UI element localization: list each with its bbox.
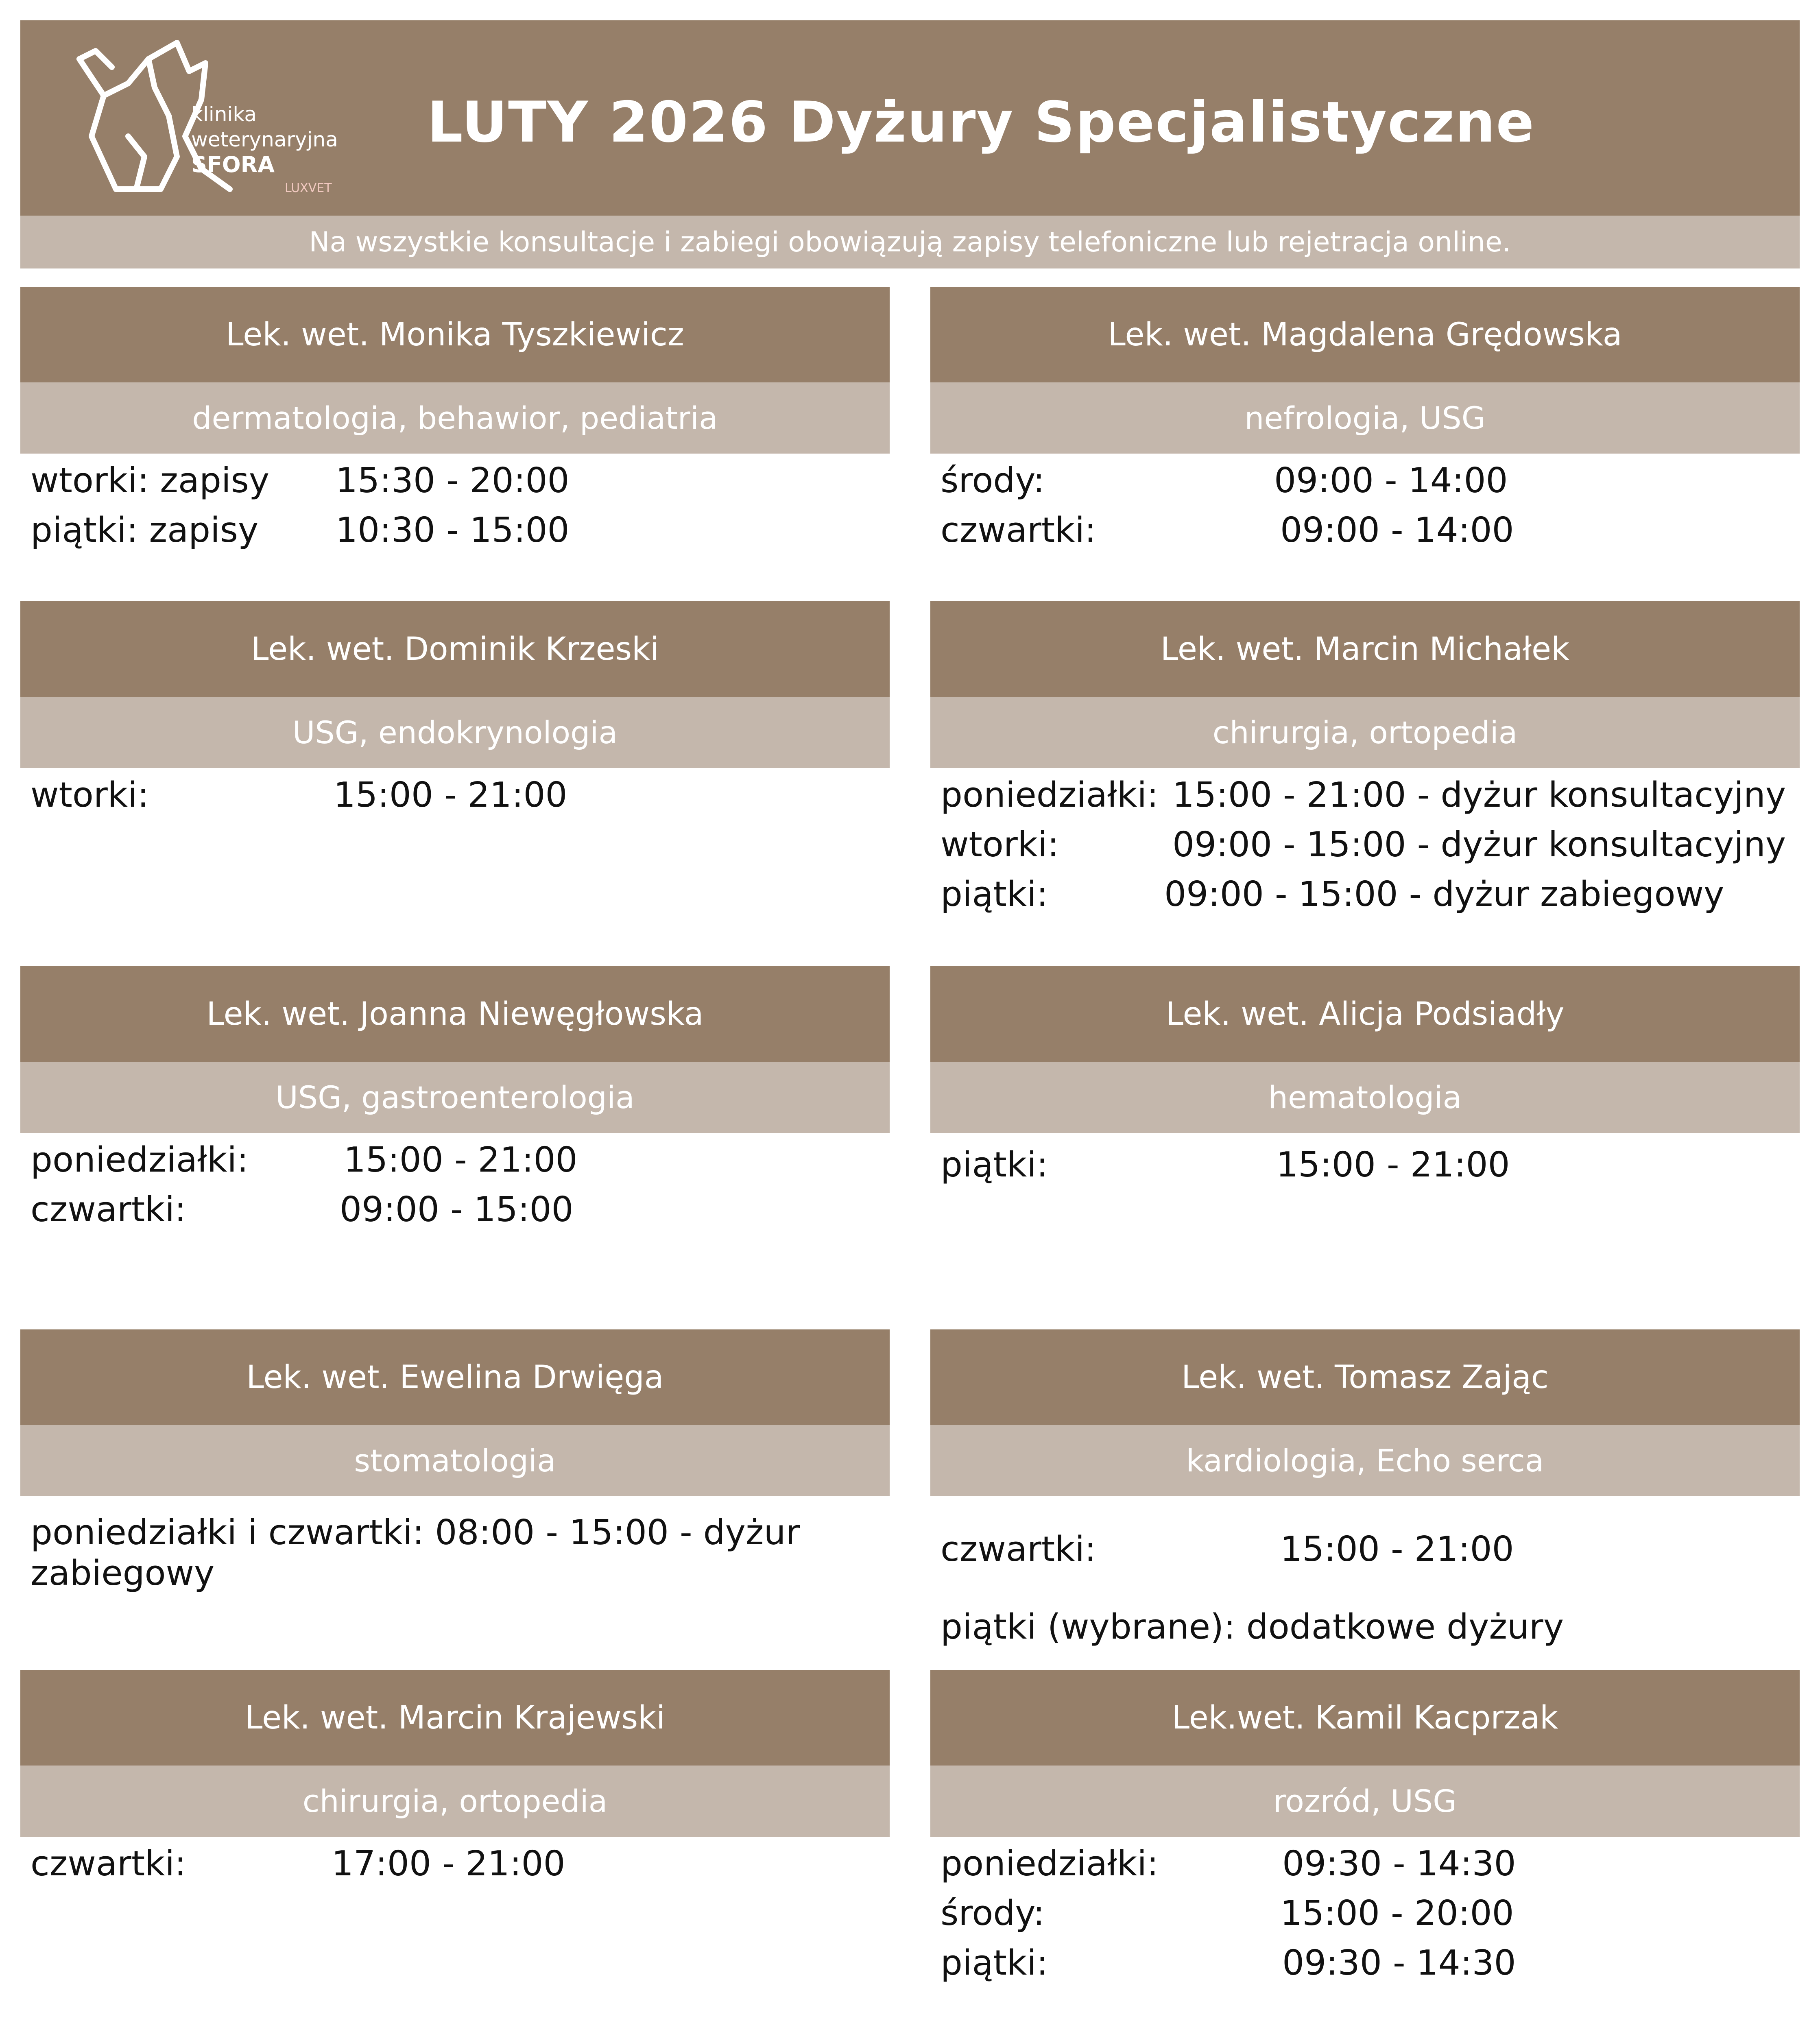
schedule-day: czwartki:	[941, 510, 1096, 550]
schedule-row	[31, 506, 890, 555]
schedule-day: piątki:	[941, 1943, 1048, 1983]
schedule-row	[941, 456, 1800, 506]
schedule-day: poniedziałki:	[31, 1140, 249, 1180]
schedule-list	[930, 768, 1800, 919]
schedule-list	[20, 1133, 890, 1235]
doctor-specialty: chirurgia, ortopedia	[20, 1766, 890, 1837]
doctor-card	[930, 1670, 1800, 1988]
doctor-name: Lek. wet. Tomasz Zając	[930, 1329, 1800, 1425]
doctor-specialty: rozród, USG	[930, 1766, 1800, 1837]
schedule-time: 15:00 - 21:00	[334, 775, 567, 815]
schedule-list	[930, 1133, 1800, 1190]
schedule-day: środy:	[941, 460, 1045, 501]
schedule-day: poniedziałki:	[941, 1844, 1159, 1884]
schedule-time: 15:00 - 20:00	[1280, 1893, 1514, 1934]
schedule-list	[20, 1837, 890, 1889]
schedule-day: czwartki:	[31, 1189, 186, 1230]
doctor-card	[20, 1670, 890, 1889]
doctor-name: Lek. wet. Alicja Podsiadły	[930, 966, 1800, 1062]
schedule-row	[941, 1839, 1800, 1889]
schedule-day: wtorki: zapisy	[31, 460, 270, 501]
doctor-card	[930, 601, 1800, 919]
schedule-time: 09:00 - 15:00	[340, 1189, 574, 1230]
schedule-time: 09:00 - 15:00 - dyżur zabiegowy	[1164, 874, 1724, 914]
doctor-specialty: nefrologia, USG	[930, 382, 1800, 454]
page-title: LUTY 2026 Dyżury Specjalistyczne	[427, 89, 1535, 155]
schedule-time: 09:00 - 15:00 - dyżur konsultacyjny	[1172, 825, 1786, 865]
schedule-list	[20, 454, 890, 555]
schedule-row	[31, 770, 890, 820]
header-banner	[20, 20, 1800, 216]
doctor-specialty: hematologia	[930, 1062, 1800, 1133]
doctor-name: Lek. wet. Magdalena Grędowska	[930, 287, 1800, 382]
booking-notice: Na wszystkie konsultacje i zabiegi obowiązują zapisy telefoniczne lub rejetracja online.	[20, 216, 1800, 268]
schedule-text: poniedziałki i czwartki: 08:00 - 15:00 - dyżur zabiegowy	[31, 1512, 800, 1593]
doctor-card	[20, 601, 890, 820]
logo-text: klinika weterynaryjna SFORA	[191, 103, 338, 177]
doctor-specialty: USG, endokrynologia	[20, 697, 890, 768]
doctor-specialty: chirurgia, ortopedia	[930, 697, 1800, 768]
schedule-day: wtorki:	[31, 775, 149, 815]
schedule-row	[941, 870, 1800, 919]
doctor-name: Lek. wet. Marcin Michałek	[930, 601, 1800, 697]
doctor-card	[20, 966, 890, 1235]
schedule-time: 09:00 - 14:00	[1274, 460, 1508, 501]
doctor-specialty: USG, gastroenterologia	[20, 1062, 890, 1133]
doctor-card	[930, 287, 1800, 555]
doctor-name: Lek. wet. Monika Tyszkiewicz	[20, 287, 890, 382]
schedule-row	[941, 1889, 1800, 1938]
schedule-row	[941, 506, 1800, 555]
schedule-list	[930, 1837, 1800, 1988]
schedule-day: wtorki:	[941, 825, 1059, 865]
schedule-day: piątki:	[941, 874, 1048, 914]
schedule-time: 15:00 - 21:00	[1280, 1529, 1514, 1569]
schedule-row	[941, 770, 1800, 820]
doctor-specialty: dermatologia, behawior, pediatria	[20, 382, 890, 454]
schedule-time: 15:00 - 21:00 - dyżur konsultacyjny	[1172, 775, 1786, 815]
doctor-name: Lek. wet. Joanna Niewęgłowska	[20, 966, 890, 1062]
schedule-row	[31, 1185, 890, 1235]
schedule-time: 15:00 - 21:00	[344, 1140, 578, 1180]
doctor-name: Lek.wet. Kamil Kacprzak	[930, 1670, 1800, 1766]
schedule-time: 10:30 - 15:00	[336, 510, 570, 550]
schedule-time: 15:00 - 21:00	[1276, 1145, 1510, 1185]
schedule-day: czwartki:	[941, 1529, 1096, 1569]
doctor-card	[930, 1329, 1800, 1648]
doctor-name: Lek. wet. Ewelina Drwięga	[20, 1329, 890, 1425]
schedule-row	[941, 1938, 1800, 1988]
doctor-specialty: kardiologia, Echo serca	[930, 1425, 1800, 1496]
schedule-list	[20, 768, 890, 820]
schedule-list	[930, 1496, 1800, 1574]
schedule-row	[31, 456, 890, 506]
schedule-row	[31, 1135, 890, 1185]
schedule-day: piątki:	[941, 1145, 1048, 1185]
logo-subbrand: LUXVET	[285, 181, 332, 195]
schedule-row	[941, 820, 1800, 870]
schedule-day: piątki: zapisy	[31, 510, 259, 550]
doctor-card	[930, 966, 1800, 1190]
schedule-day: poniedziałki:	[941, 775, 1159, 815]
schedule-time: 09:00 - 14:00	[1280, 510, 1514, 550]
doctor-name: Lek. wet. Dominik Krzeski	[20, 601, 890, 697]
doctor-name: Lek. wet. Marcin Krajewski	[20, 1670, 890, 1766]
schedule-day: środy:	[941, 1893, 1045, 1934]
doctor-card	[20, 1329, 890, 1594]
schedule-list	[930, 454, 1800, 555]
schedule-row	[941, 1525, 1800, 1574]
schedule-day: czwartki:	[31, 1844, 186, 1884]
schedule-row	[31, 1839, 890, 1889]
doctor-card	[20, 287, 890, 555]
schedule-time: 15:30 - 20:00	[336, 460, 570, 501]
schedule-row	[941, 1140, 1800, 1190]
doctor-specialty: stomatologia	[20, 1425, 890, 1496]
schedule-time: 09:30 - 14:30	[1282, 1844, 1516, 1884]
schedule-note: piątki (wybrane): dodatkowe dyżury	[941, 1607, 1564, 1647]
schedule-time: 17:00 - 21:00	[332, 1844, 565, 1884]
schedule-time: 09:30 - 14:30	[1282, 1943, 1516, 1983]
